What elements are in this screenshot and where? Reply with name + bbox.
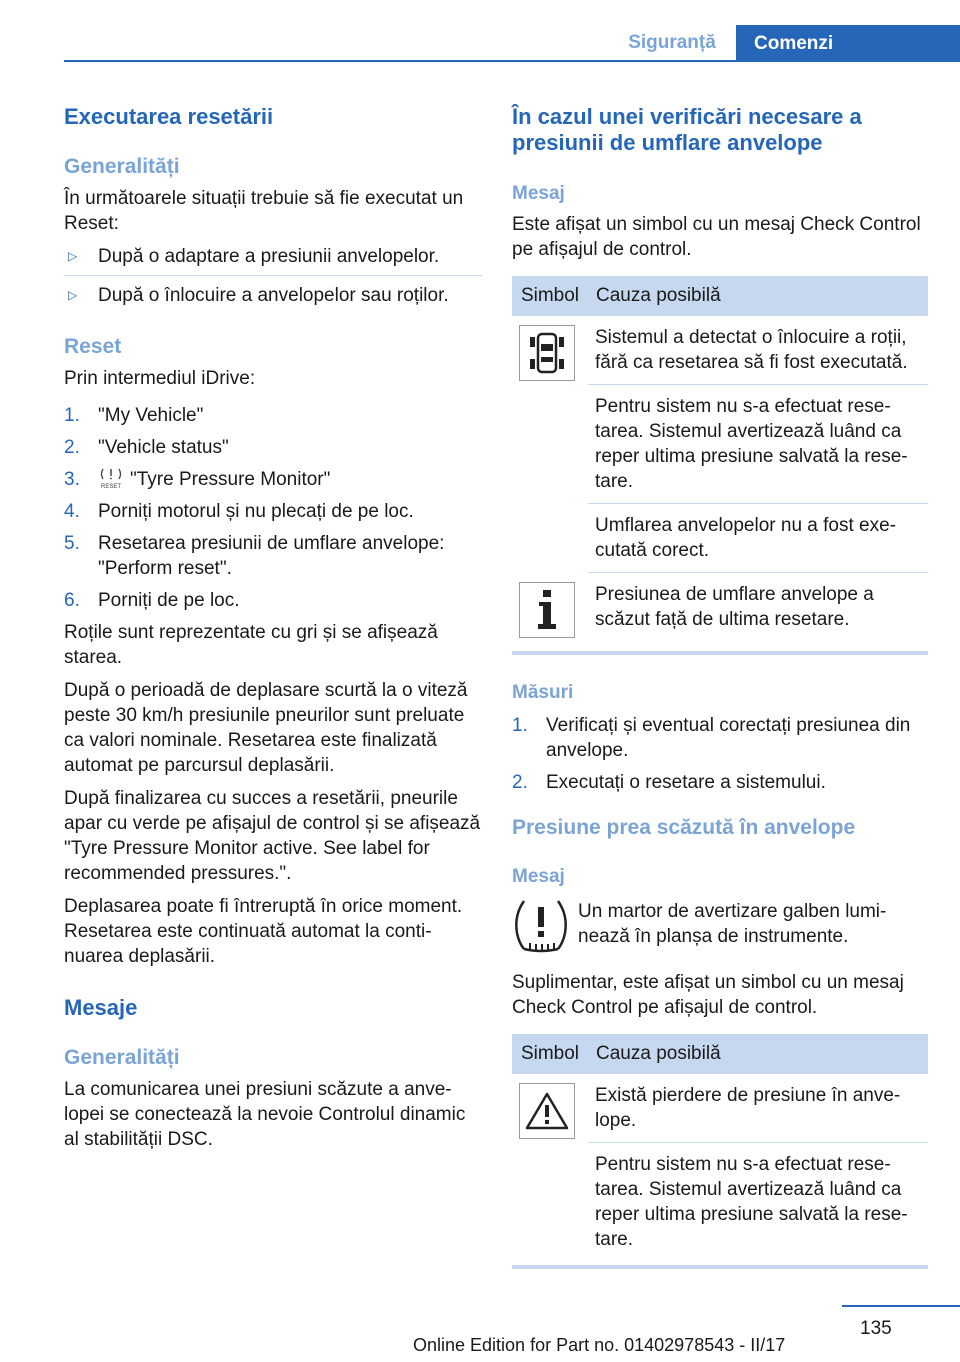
triangle-bullet-icon: ▷ [68,288,78,302]
tpm-reset-icon [98,467,124,489]
paragraph: Deplasarea poate fi întreruptă în orice moment. Resetarea este continuată automat la continuarea deplasării. [64,896,463,967]
bullet-item: ▷ După o înlocuire a anvelopelor sau roților. [68,285,449,306]
car-tyres-icon [519,325,575,381]
general-text: În următoarele situații trebuie să fie executat un Reset: [64,188,464,234]
right-column [512,100,928,1269]
cause-text: Există pierdere de presiune în anvelope. [595,1085,901,1131]
step-item: 5. Resetarea presiunii de umflare anvelope: "Perform reset". [64,533,445,579]
messages-text: La comunicarea unei presiuni scăzute a anvelopei se conectează la nevoie Controlul dinamic al stabilității DSC. [64,1079,466,1150]
section-title-reset: Executarea resetării [64,104,274,129]
measures-heading: Măsuri [512,682,574,703]
page-number: 135 [860,1318,892,1339]
general-heading: Generalități [64,155,180,178]
bullet-item: ▷ După o adaptare a presiunii anvelopelor. [68,246,440,267]
step-item: 1. "My Vehicle" [64,405,204,426]
svg-text:RESET: RESET [100,484,122,489]
step-item: 6. Porniți de pe loc. [64,590,240,611]
reset-heading: Reset [64,335,122,358]
msg-heading: Mesaj [512,183,565,204]
warning-triangle-icon [519,1083,575,1139]
cause-text: Presiunea de umflare anvelope a scăzut față de ultima resetare. [595,584,874,630]
paragraph: După finalizarea cu succes a resetării, pneurile apar cu verde pe afișajul de control și se afișează "Tyre Pressure Monitor active. See label for recommended pressures.". [64,788,481,884]
table-row [512,573,928,641]
table-header: Simbol Cauza posibilă [512,276,928,316]
messages-general-heading: Generalități [64,1046,180,1069]
reset-intro: Prin intermediul iDrive: [64,368,256,389]
symbol-table-1 [512,276,928,655]
step-item: 3. RESET "Tyre Pressure Monitor" [64,469,331,490]
low-msg-heading: Mesaj [512,866,565,887]
tyre-warning-icon [512,893,578,960]
measure-item: 2. Executați o resetare a sistemului. [512,772,826,793]
header-tab-siguranta[interactable]: Siguranță [628,32,716,53]
triangle-bullet-icon: ▷ [68,249,78,263]
bullet-list [64,244,482,308]
left-column [64,100,482,1152]
low-msg-text: Un martor de avertizare galben luminează în planșa de instrumente. [578,901,887,947]
table-header: Simbol Cauza posibilă [512,1034,928,1074]
messages-title: Mesaje [64,995,138,1020]
reset-steps [64,403,482,613]
symbol-table-2 [512,1034,928,1269]
header-rule [64,60,960,62]
low-pressure-title: Presiune prea scăzută în anvelope [512,816,856,839]
section-title-check: În cazul unei verificări necesare a presiunii de umflare anvelope [512,104,862,155]
measure-item: 1. Verificați și eventual corectați presiunea din anvelope. [512,715,911,761]
edition-text: Online Edition for Part no. 01402978543 - II/17 [413,1335,786,1355]
paragraph: După o perioadă de deplasare scurtă la o viteză peste 30 km/h presiunile pneurilor sunt preluate ca valori nominale. Resetarea este finalizată automat pe parcursul deplasării. [64,680,468,776]
cause-text: Pentru sistem nu s-a efectuat resetarea. Sistemul avertizează luând ca reper ultima presiune salvată la resetare. [588,1142,928,1261]
cause-text: Sistemul a detectat o înlocuire a roții, fără ca resetarea să fi fost executată. [595,327,908,373]
cause-text: Umflarea anvelopelor nu a fost executată corect. [588,503,928,572]
footer-rule [842,1305,960,1307]
low-msg-block [512,893,928,960]
paragraph: Roțile sunt reprezentate cu gri și se afișează starea. [64,622,438,668]
step-item: 4. Porniți motorul și nu plecați de pe loc. [64,501,414,522]
cause-text: Pentru sistem nu s-a efectuat resetarea. Sistemul avertizează luând ca reper ultima presiune salvată la resetare. [588,384,928,503]
table-row [512,1074,928,1261]
msg-text: Este afișat un simbol cu un mesaj Check Control pe afișajul de control. [512,214,921,260]
table-row [512,316,928,572]
header-tab-comenzi[interactable]: Comenzi [736,25,960,62]
info-icon [519,582,575,638]
measures-list [512,713,928,795]
low-para: Suplimentar, este afișat un simbol cu un mesaj Check Control pe afișajul de control. [512,972,904,1018]
step-item: 2. "Vehicle status" [64,437,229,458]
